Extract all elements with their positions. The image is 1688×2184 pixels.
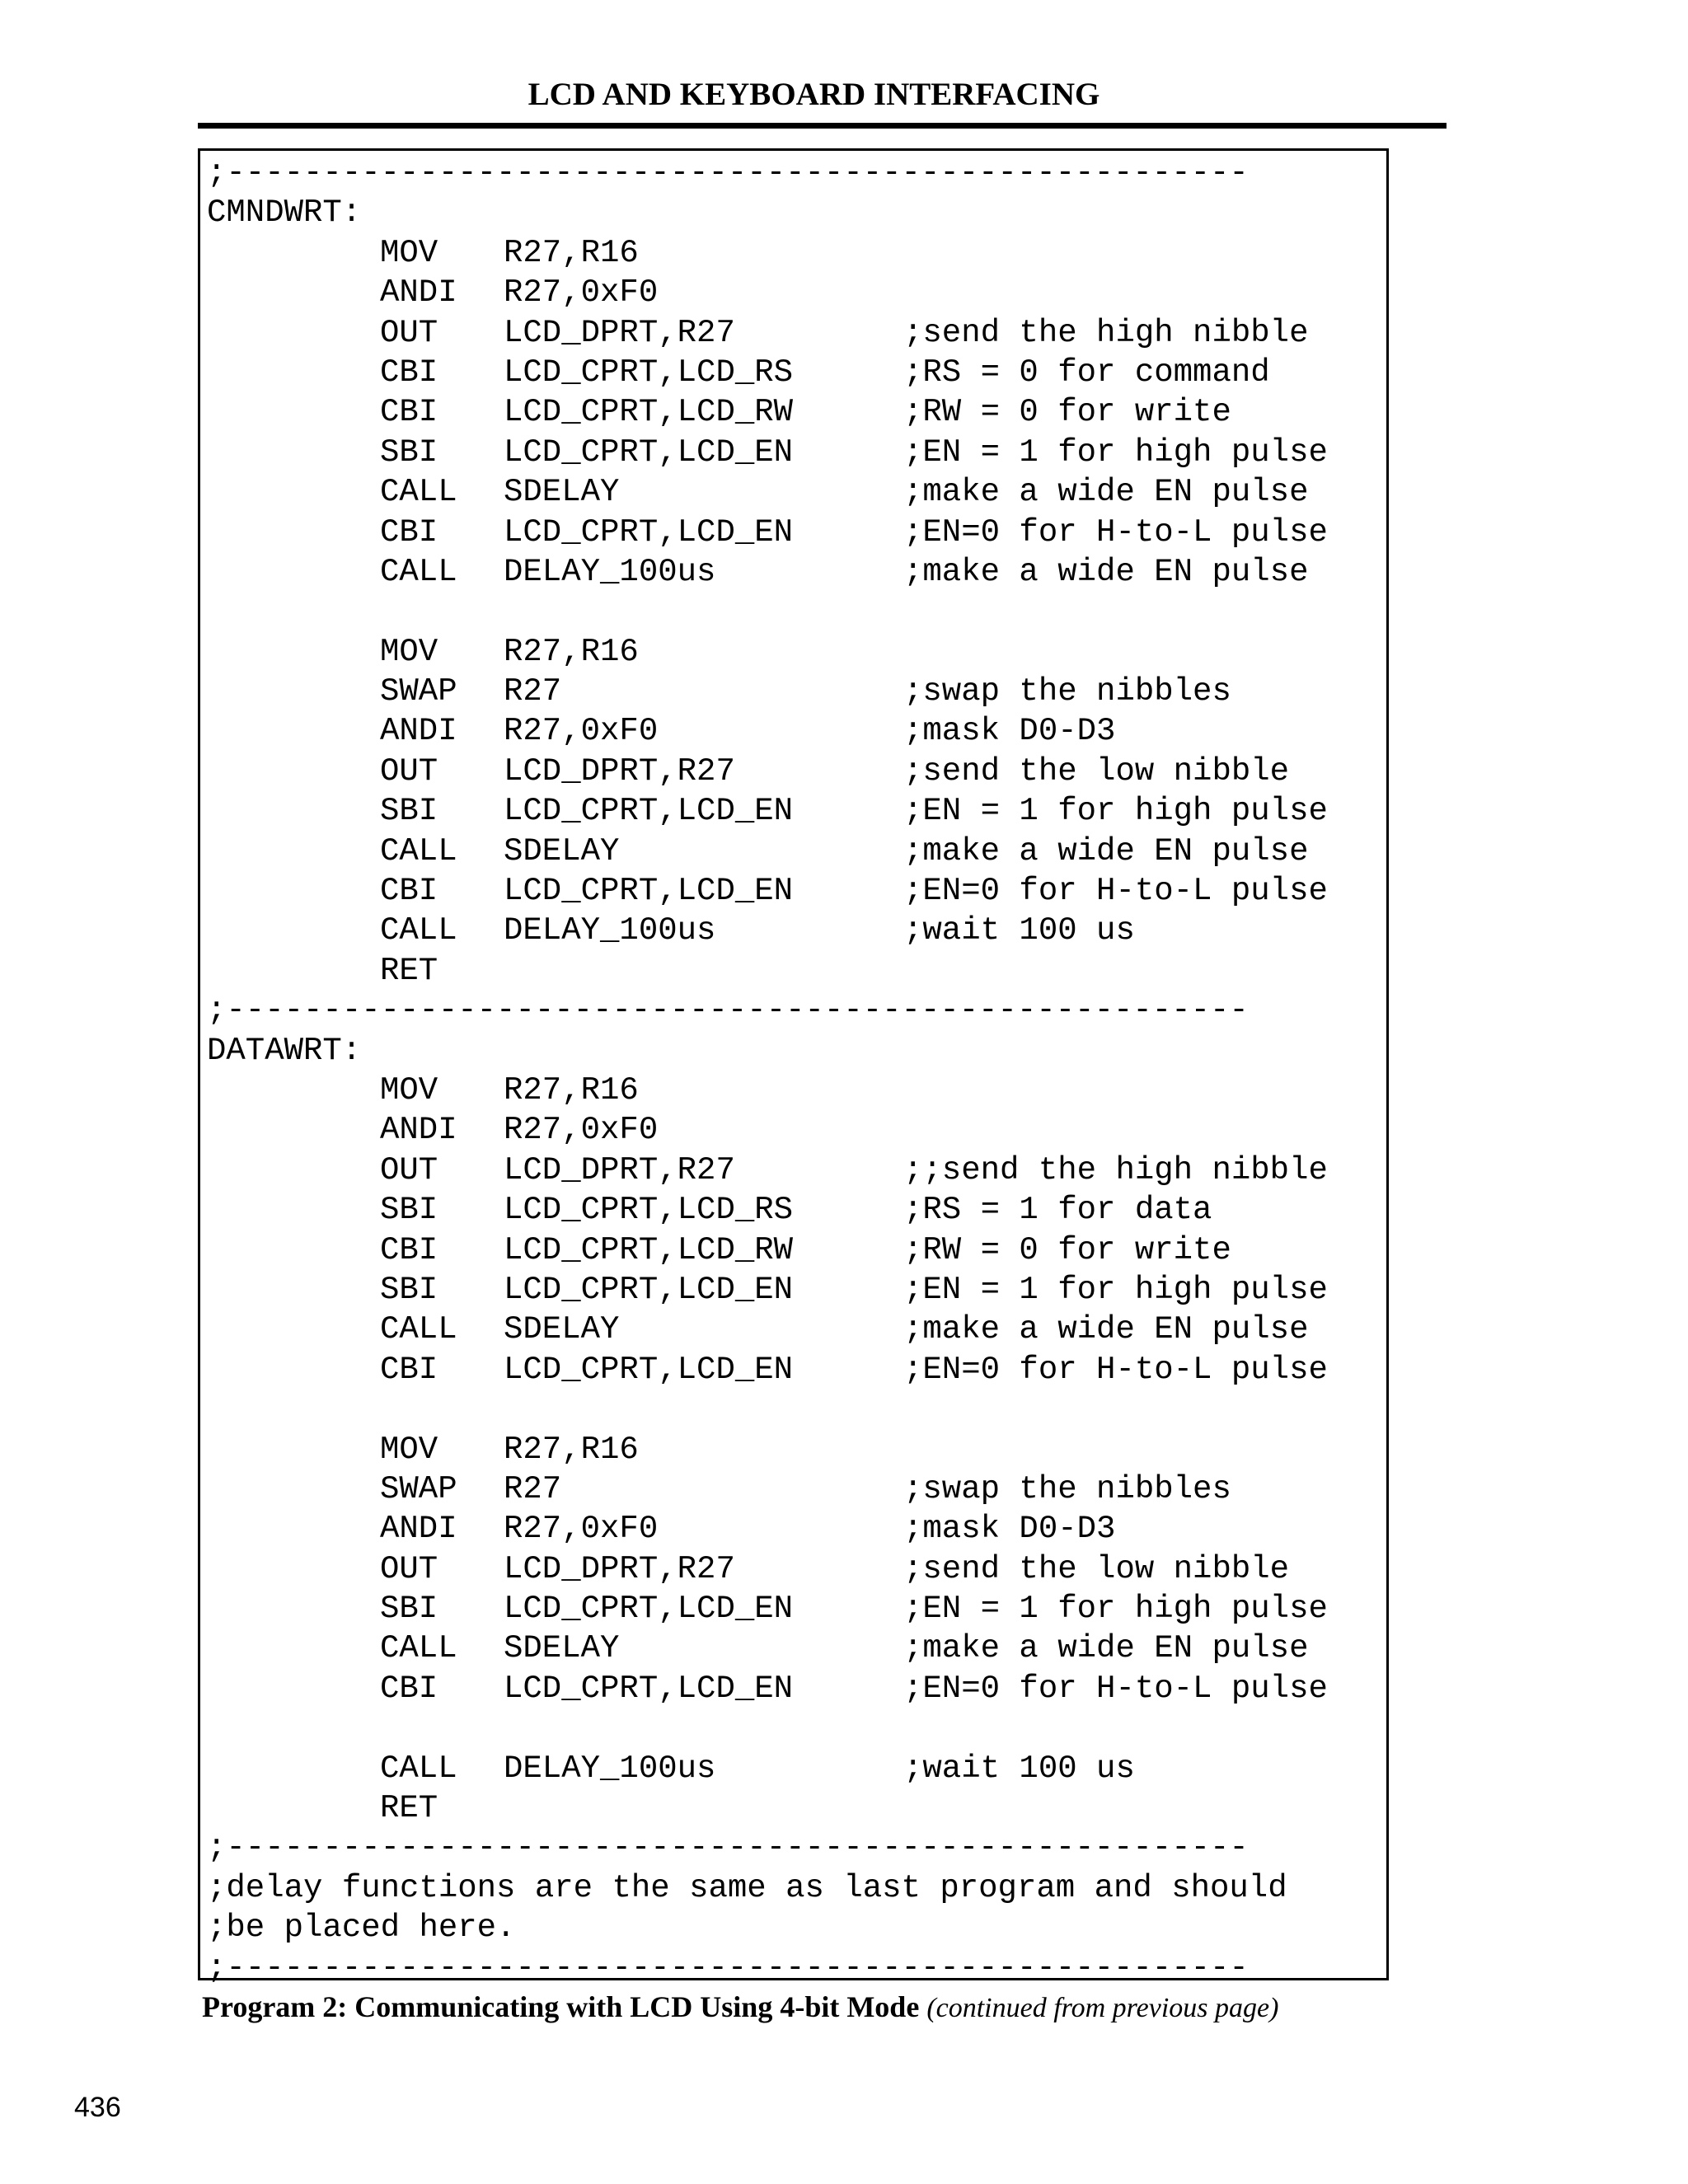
code-comment: ;EN = 1 for high pulse (903, 793, 1328, 830)
code-operands: LCD_CPRT,LCD_EN (504, 513, 794, 551)
code-line (207, 1270, 1328, 1310)
code-operands: LCD_DPRT,R27 (504, 752, 735, 790)
code-line (207, 1629, 1328, 1668)
code-comment: ;RS = 0 for command (903, 354, 1270, 391)
code-comment: ;send the low nibble (903, 1550, 1290, 1587)
code-operands: R27 (504, 673, 562, 710)
code-comment: ;EN=0 for H-to-L pulse (903, 1351, 1328, 1388)
code-mnemonic: ANDI (380, 713, 457, 750)
code-operands: SDELAY (504, 1630, 620, 1667)
code-comment: ;send the high nibble (903, 314, 1309, 351)
code-comment-line: ;----------------------------------------------------- (207, 155, 1249, 191)
code-mnemonic: CALL (380, 553, 457, 590)
code-line (207, 1071, 1328, 1110)
program-caption (202, 1988, 1278, 2027)
code-line (207, 1350, 1328, 1390)
code-operands: LCD_DPRT,R27 (504, 1550, 735, 1587)
code-comment: ;RW = 0 for write (903, 394, 1231, 431)
code-comment: ;EN = 1 for high pulse (903, 1271, 1328, 1308)
code-mnemonic: CALL (380, 1311, 457, 1348)
code-mnemonic: ANDI (380, 1112, 457, 1149)
running-header: LCD AND KEYBOARD INTERFACING (528, 77, 1100, 112)
code-mnemonic: MOV (380, 1071, 438, 1108)
code-line (207, 592, 1328, 631)
code-mnemonic: SBI (380, 1591, 438, 1628)
code-listing-box (198, 148, 1389, 1986)
code-operands: R27,R16 (504, 1071, 639, 1108)
code-label: DATAWRT: (207, 1032, 362, 1069)
code-mnemonic: CBI (380, 873, 438, 910)
code-mnemonic: MOV (380, 234, 438, 271)
code-operands: LCD_CPRT,LCD_EN (504, 793, 794, 830)
code-mnemonic: CBI (380, 1231, 438, 1268)
code-line (207, 991, 1328, 1030)
code-line (207, 273, 1328, 312)
code-comment: ;make a wide EN pulse (903, 474, 1309, 511)
code-operands: LCD_CPRT,LCD_EN (504, 1271, 794, 1308)
code-operands: LCD_CPRT,LCD_EN (504, 434, 794, 471)
code-line (207, 1151, 1328, 1190)
code-mnemonic: SWAP (380, 673, 457, 710)
code-mnemonic: OUT (380, 314, 438, 351)
code-comment-line: ;delay functions are the same as last program and should (207, 1869, 1287, 1906)
code-mnemonic: CBI (380, 1351, 438, 1388)
code-mnemonic: OUT (380, 1550, 438, 1587)
code-operands: LCD_CPRT,LCD_RW (504, 394, 794, 431)
code-line (207, 193, 1328, 232)
code-line (207, 1749, 1328, 1788)
code-line (207, 1390, 1328, 1429)
code-line (207, 1430, 1328, 1469)
code-line (207, 513, 1328, 552)
code-line (207, 472, 1328, 512)
code-mnemonic: ANDI (380, 1511, 457, 1548)
code-line (207, 1310, 1328, 1349)
code-mnemonic: CALL (380, 832, 457, 869)
code-operands: LCD_CPRT,LCD_RW (504, 1231, 794, 1268)
code-mnemonic: ANDI (380, 274, 457, 312)
code-mnemonic: RET (380, 1790, 438, 1827)
code-line (207, 1828, 1328, 1868)
code-mnemonic: CALL (380, 1750, 457, 1787)
code-operands: R27,R16 (504, 633, 639, 670)
code-operands: SDELAY (504, 832, 620, 869)
code-line (207, 632, 1328, 672)
code-comment: ;make a wide EN pulse (903, 832, 1309, 869)
code-mnemonic: RET (380, 952, 438, 989)
code-comment: ;RS = 1 for data (903, 1192, 1212, 1229)
header-rule (198, 123, 1447, 129)
code-listing (207, 153, 1328, 1988)
code-comment: ;send the low nibble (903, 752, 1290, 790)
code-operands: R27,0xF0 (504, 1112, 659, 1149)
code-comment-line: ;----------------------------------------------------- (207, 1830, 1249, 1867)
code-line (207, 832, 1328, 871)
code-operands: R27,0xF0 (504, 1511, 659, 1548)
code-operands: LCD_CPRT,LCD_RS (504, 354, 794, 391)
code-operands: LCD_DPRT,R27 (504, 1151, 735, 1188)
code-line (207, 752, 1328, 791)
caption-note: (continued from previous page) (926, 1993, 1279, 2023)
code-mnemonic: MOV (380, 1431, 438, 1468)
code-mnemonic: CALL (380, 1630, 457, 1667)
code-comment: ;EN=0 for H-to-L pulse (903, 1670, 1328, 1707)
code-line (207, 1230, 1328, 1270)
code-mnemonic: CALL (380, 474, 457, 511)
code-mnemonic: SBI (380, 434, 438, 471)
code-operands: R27,0xF0 (504, 713, 659, 750)
code-line (207, 791, 1328, 831)
code-mnemonic: CALL (380, 912, 457, 949)
code-mnemonic: CBI (380, 513, 438, 551)
code-mnemonic: CBI (380, 354, 438, 391)
code-line (207, 1589, 1328, 1629)
code-line (207, 1190, 1328, 1230)
code-operands: LCD_CPRT,LCD_EN (504, 873, 794, 910)
page-number: 436 (74, 2092, 121, 2123)
code-comment-line: ;----------------------------------------------------- (207, 1949, 1249, 1986)
code-label: CMNDWRT: (207, 194, 362, 232)
code-comment: ;make a wide EN pulse (903, 1311, 1309, 1348)
code-operands: R27 (504, 1470, 562, 1507)
code-operands: LCD_CPRT,LCD_EN (504, 1591, 794, 1628)
code-line (207, 1469, 1328, 1509)
code-comment: ;mask D0-D3 (903, 713, 1116, 750)
code-comment: ;wait 100 us (903, 912, 1135, 949)
code-operands: SDELAY (504, 1311, 620, 1348)
code-line (207, 1549, 1328, 1589)
code-line (207, 1669, 1328, 1708)
code-mnemonic: MOV (380, 633, 438, 670)
code-line (207, 233, 1328, 273)
code-line (207, 1708, 1328, 1748)
code-operands: DELAY_100us (504, 1750, 716, 1787)
code-comment: ;mask D0-D3 (903, 1511, 1116, 1548)
code-line (207, 353, 1328, 392)
code-comment: ;EN = 1 for high pulse (903, 434, 1328, 471)
code-mnemonic: SBI (380, 1271, 438, 1308)
code-operands: LCD_CPRT,LCD_RS (504, 1192, 794, 1229)
code-mnemonic: SWAP (380, 1470, 457, 1507)
code-line (207, 552, 1328, 592)
code-line (207, 672, 1328, 711)
code-line (207, 1908, 1328, 1947)
code-mnemonic: SBI (380, 1192, 438, 1229)
code-operands: LCD_CPRT,LCD_EN (504, 1670, 794, 1707)
code-comment: ;make a wide EN pulse (903, 1630, 1309, 1667)
code-comment: ;EN = 1 for high pulse (903, 1591, 1328, 1628)
code-mnemonic: CBI (380, 1670, 438, 1707)
code-operands: SDELAY (504, 474, 620, 511)
code-comment: ;EN=0 for H-to-L pulse (903, 873, 1328, 910)
code-line (207, 711, 1328, 751)
code-line (207, 1110, 1328, 1150)
code-mnemonic: CBI (380, 394, 438, 431)
code-operands: R27,R16 (504, 234, 639, 271)
code-operands: LCD_DPRT,R27 (504, 314, 735, 351)
code-operands: DELAY_100us (504, 553, 716, 590)
code-operands: R27,0xF0 (504, 274, 659, 312)
code-comment: ;RW = 0 for write (903, 1231, 1231, 1268)
code-comment-line: ;----------------------------------------------------- (207, 992, 1249, 1029)
code-mnemonic: OUT (380, 752, 438, 790)
code-operands: LCD_CPRT,LCD_EN (504, 1351, 794, 1388)
code-line (207, 1031, 1328, 1071)
code-line (207, 951, 1328, 991)
code-operands: R27,R16 (504, 1431, 639, 1468)
code-operands: DELAY_100us (504, 912, 716, 949)
code-comment: ;EN=0 for H-to-L pulse (903, 513, 1328, 551)
code-line (207, 153, 1328, 193)
code-line (207, 1788, 1328, 1828)
code-comment: ;swap the nibbles (903, 1470, 1231, 1507)
code-line (207, 1868, 1328, 1908)
code-line (207, 1509, 1328, 1549)
code-line (207, 1948, 1328, 1988)
code-comment-line: ;be placed here. (207, 1910, 516, 1947)
code-comment: ;;send the high nibble (903, 1151, 1328, 1188)
code-mnemonic: SBI (380, 793, 438, 830)
code-comment: ;make a wide EN pulse (903, 553, 1309, 590)
code-comment: ;wait 100 us (903, 1750, 1135, 1787)
code-line (207, 392, 1328, 432)
caption-title: Program 2: Communicating with LCD Using 4-bit Mode (202, 1990, 920, 2023)
code-comment: ;swap the nibbles (903, 673, 1231, 710)
code-mnemonic: OUT (380, 1151, 438, 1188)
code-line (207, 313, 1328, 353)
code-line (207, 433, 1328, 472)
code-line (207, 911, 1328, 950)
code-line (207, 871, 1328, 911)
